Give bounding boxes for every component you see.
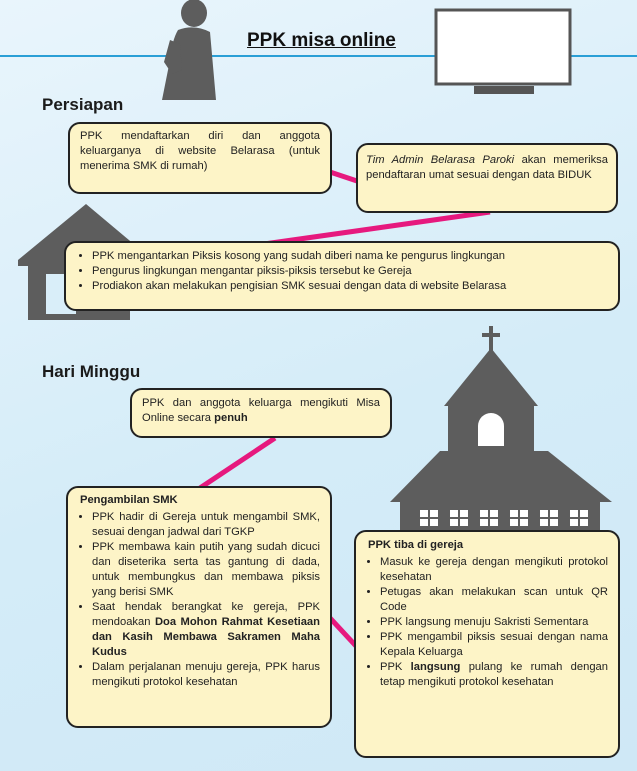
list-item (380, 660, 608, 690)
list-item: • PPK langsung menuju Sakristi Sementara (380, 615, 608, 630)
page-title: PPK misa online (247, 30, 396, 51)
church-icon (388, 324, 613, 534)
list-item: • Pengurus lingkungan mengantar piksis-piksis tersebut ke Gereja (92, 264, 608, 279)
list-item: • PPK membawa kain putih yang sudah dicuci dan diseterika serta tas gantung di dada, untuk membungkus dan membawa piksis yang berisi SMK (92, 540, 320, 600)
persiapan-box-2-text: akan memeriksa pendaftaran umat sesuai dengan data BIDUK (366, 154, 609, 181)
list-item: • PPK hadir di Gereja untuk mengambil SMK, sesuai dengan jadwal dari TGKP (92, 510, 320, 540)
hari-minggu-box-1-bold: penuh (214, 412, 248, 424)
list-item-text: PPK (380, 661, 411, 673)
list-item: • Masuk ke gereja dengan mengikuti protokol kesehatan (380, 555, 608, 585)
persiapan-box-1-text: PPK mendaftarkan diri dan anggota keluarganya di website Belarasa (untuk menerima SMK di rumah) (80, 130, 320, 172)
list-item-bold: langsung (410, 661, 461, 673)
pengambilan-smk-box (66, 486, 332, 728)
list-item: • PPK mengambil piksis sesuai dengan nama Kepala Keluarga (380, 630, 608, 660)
list-item-text: Saat hendak berangkat ke gereja, PPK mendoakan (92, 601, 320, 628)
persiapan-box-2-italic: Tim Admin Belarasa Paroki (366, 154, 515, 166)
section-heading-persiapan: Persiapan (42, 95, 124, 114)
list-item: • Dalam perjalanan menuju gereja, PPK harus mengikuti protokol kesehatan (92, 660, 320, 690)
hari-minggu-box-1 (130, 388, 392, 438)
hari-minggu-box-1-text: PPK dan anggota keluarga mengikuti Misa Online secara (142, 397, 380, 424)
persiapan-box-3 (64, 241, 620, 311)
connector-4 (330, 618, 356, 646)
persiapan-box-1 (68, 122, 332, 194)
list-item: • Prodiakon akan melakukan pengisian SMK sesuai dengan data di website Belarasa (92, 279, 608, 294)
pengambilan-list (80, 510, 320, 690)
list-item: • PPK mengantarkan Piksis kosong yang sudah diberi nama ke pengurus lingkungan (92, 249, 608, 264)
persiapan-box-2 (356, 143, 618, 213)
ppk-tiba-title: PPK tiba di gereja (368, 539, 464, 551)
pengambilan-smk-title: Pengambilan SMK (80, 494, 178, 506)
ppk-tiba-list (368, 555, 608, 690)
list-item (92, 600, 320, 660)
connector-3 (200, 438, 275, 488)
persiapan-list (80, 249, 608, 294)
section-heading-hari-minggu: Hari Minggu (42, 362, 141, 381)
list-item-bold: Doa Mohon Rahmat Kesetiaan dan Kasih Membawa Sakramen Maha Kudus (92, 616, 320, 658)
ppk-tiba-box (354, 530, 620, 758)
list-item-text: pulang ke rumah dengan tetap mengikuti protokol kesehatan (380, 661, 608, 688)
list-item: • Petugas akan melakukan scan untuk QR Code (380, 585, 608, 615)
